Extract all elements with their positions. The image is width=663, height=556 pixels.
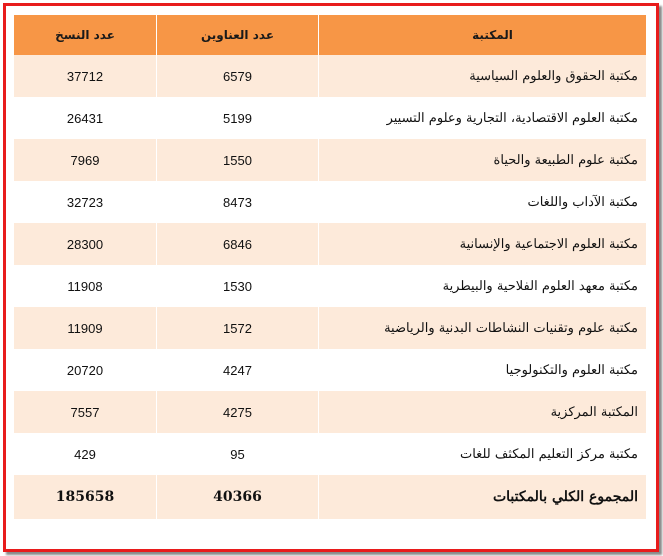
copies-count: 26431 [14, 97, 157, 139]
table-row [14, 139, 647, 181]
library-name: مكتبة العلوم الاقتصادية، التجارية وعلوم التسيير [319, 97, 647, 139]
header-library: المكتبة [319, 15, 647, 55]
copies-count: 37712 [14, 55, 157, 97]
library-name: المكتبة المركزية [319, 391, 647, 433]
copies-count: 11908 [14, 265, 157, 307]
library-name: مكتبة علوم وتقنيات النشاطات البدنية والرياضية [319, 307, 647, 349]
table-frame [3, 3, 659, 552]
libraries-table [13, 15, 647, 519]
copies-count: 28300 [14, 223, 157, 265]
library-name: مكتبة العلوم الاجتماعية والإنسانية [319, 223, 647, 265]
library-name: مكتبة علوم الطبيعة والحياة [319, 139, 647, 181]
library-name: مكتبة الحقوق والعلوم السياسية [319, 55, 647, 97]
titles-count: 1550 [157, 139, 319, 181]
titles-count: 4247 [157, 349, 319, 391]
titles-count: 1530 [157, 265, 319, 307]
total-titles: 40366 [157, 475, 319, 519]
header-copies: عدد النسخ [14, 15, 157, 55]
copies-count: 20720 [14, 349, 157, 391]
table-total-row [14, 475, 647, 519]
titles-count: 4275 [157, 391, 319, 433]
library-name: مكتبة معهد العلوم الفلاحية والبيطرية [319, 265, 647, 307]
table-row [14, 181, 647, 223]
total-copies: 185658 [14, 475, 157, 519]
library-name: مكتبة الآداب واللغات [319, 181, 647, 223]
table-row [14, 349, 647, 391]
table-row [14, 55, 647, 97]
titles-count: 5199 [157, 97, 319, 139]
library-name: مكتبة مركز التعليم المكثف للغات [319, 433, 647, 475]
titles-count: 1572 [157, 307, 319, 349]
table-row [14, 433, 647, 475]
table-row [14, 307, 647, 349]
table-row [14, 97, 647, 139]
table-row [14, 223, 647, 265]
total-label: المجموع الكلي بالمكتبات [319, 475, 647, 519]
table-header-row [14, 15, 647, 55]
titles-count: 8473 [157, 181, 319, 223]
table-row [14, 265, 647, 307]
titles-count: 6846 [157, 223, 319, 265]
copies-count: 32723 [14, 181, 157, 223]
copies-count: 429 [14, 433, 157, 475]
titles-count: 95 [157, 433, 319, 475]
titles-count: 6579 [157, 55, 319, 97]
copies-count: 7969 [14, 139, 157, 181]
copies-count: 7557 [14, 391, 157, 433]
copies-count: 11909 [14, 307, 157, 349]
table-row [14, 391, 647, 433]
header-titles: عدد العناوين [157, 15, 319, 55]
library-name: مكتبة العلوم والتكنولوجيا [319, 349, 647, 391]
